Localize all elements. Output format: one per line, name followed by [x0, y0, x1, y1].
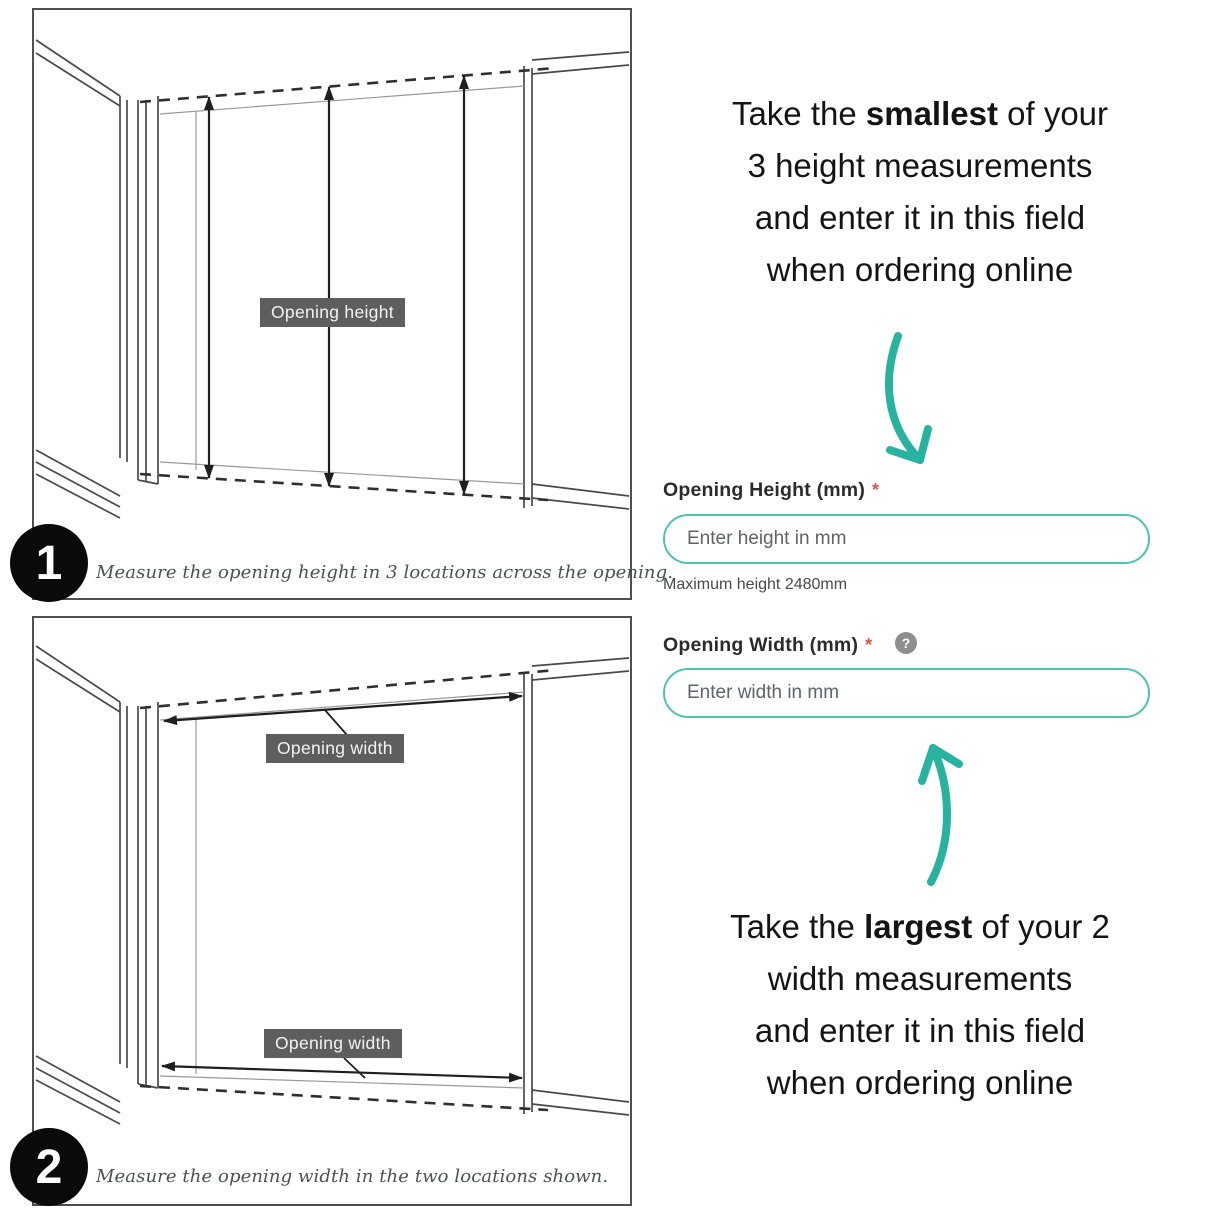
step-1-badge: 1 [10, 524, 88, 602]
width-instruction-line1: Take the largest of your 2 [730, 908, 1110, 945]
opening-height-input[interactable] [663, 514, 1150, 564]
opening-width-input[interactable] [663, 668, 1150, 718]
required-asterisk: * [872, 480, 880, 500]
width-diagram-caption: Measure the opening width in the two locations shown. [96, 1166, 609, 1187]
height-diagram-caption: Measure the opening height in 3 locations across the opening. [96, 562, 674, 583]
height-instruction-bold: smallest [865, 95, 998, 132]
curved-arrow-down-icon [862, 330, 972, 470]
height-instruction-line1: Take the smallest of your [731, 95, 1109, 132]
width-diagram-figure [32, 616, 632, 1206]
curved-arrow-up-icon [893, 736, 1003, 888]
opening-height-field-label: Opening Height (mm) * [663, 479, 880, 501]
help-icon[interactable]: ? [895, 632, 917, 654]
max-height-helper-text: Maximum height 2480mm [663, 576, 848, 593]
width-instruction-bold: largest [864, 908, 973, 945]
opening-height-label: Opening height [260, 298, 405, 327]
width-diagram-drawing [34, 618, 630, 1204]
opening-width-label-bottom: Opening width [264, 1029, 402, 1058]
width-instruction-text: Take the largest of your 2 width measurements and enter it in this field when ordering online [660, 901, 1180, 1109]
opening-width-field-label: Opening Width (mm) * [663, 634, 873, 656]
height-diagram-figure [32, 8, 674, 600]
opening-width-label-top: Opening width [266, 734, 404, 763]
required-asterisk: * [865, 635, 873, 655]
height-instruction-text: Take the smallest of your 3 height measurements and enter it in this field when ordering online [660, 88, 1180, 296]
step-2-badge: 2 [10, 1128, 88, 1206]
